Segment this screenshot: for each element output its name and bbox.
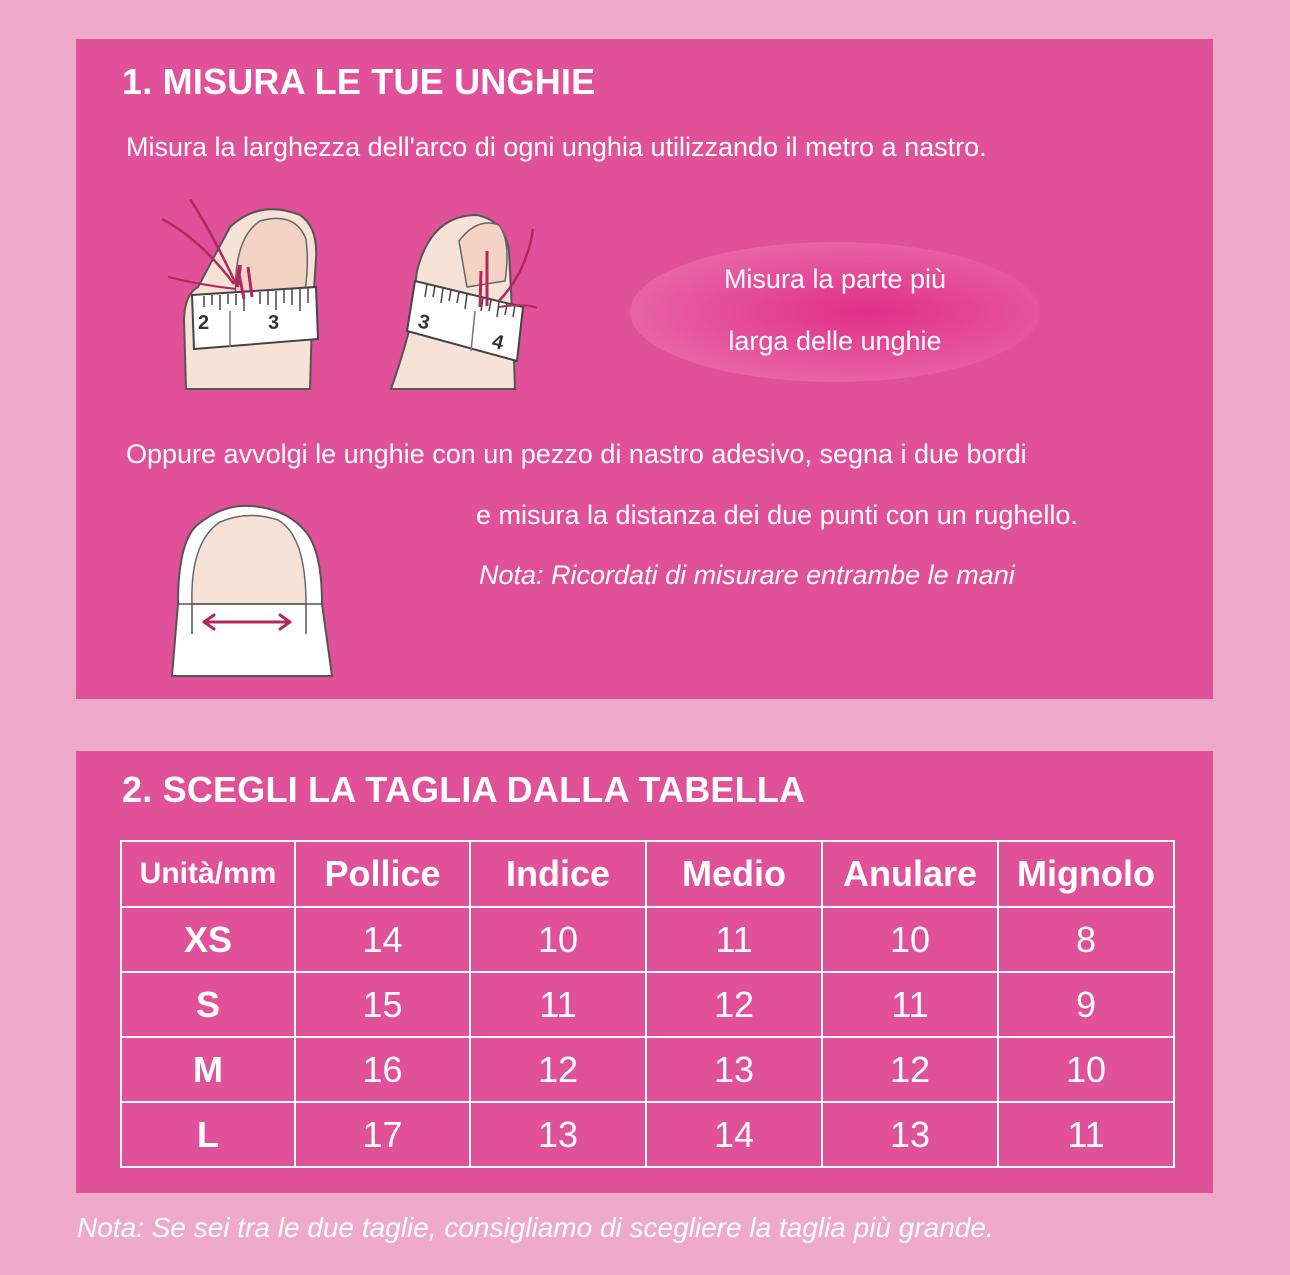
finger-tape-side-illustration	[387, 211, 537, 391]
section2-heading: 2. SCEGLI LA TAGLIA DALLA TABELLA	[122, 769, 806, 810]
table-header-thumb: Pollice	[295, 841, 470, 907]
table-cell: 17	[295, 1102, 470, 1167]
table-header-unit: Unità/mm	[121, 841, 295, 907]
table-header-index: Indice	[470, 841, 646, 907]
section1-heading: 1. MISURA LE TUE UNGHIE	[122, 61, 596, 102]
table-header-little: Mignolo	[998, 841, 1174, 907]
table-cell: 11	[646, 907, 822, 972]
tape-number-right-2: 4	[489, 330, 506, 355]
size-label-cell: M	[121, 1037, 295, 1102]
table-cell: 13	[470, 1102, 646, 1167]
tape-number-left-1: 2	[198, 312, 210, 334]
measure-panel	[76, 39, 1213, 699]
finger-width-arrow-illustration	[166, 504, 336, 679]
table-cell: 10	[998, 1037, 1174, 1102]
table-cell: 14	[295, 907, 470, 972]
table-row	[121, 907, 1174, 972]
alternative-method-line-1: Oppure avvolgi le unghie con un pezzo di nastro adesivo, segna i due bordi	[126, 439, 1027, 469]
table-header-ring: Anulare	[822, 841, 998, 907]
size-label-cell: L	[121, 1102, 295, 1167]
table-cell: 8	[998, 907, 1174, 972]
bubble-line-2: larga delle unghie	[728, 326, 942, 356]
table-cell: 12	[822, 1037, 998, 1102]
alternative-method-line-2: e misura la distanza dei due punti con un rughello.	[476, 500, 1078, 530]
table-cell: 14	[646, 1102, 822, 1167]
size-chart-panel	[76, 751, 1213, 1193]
table-row	[121, 972, 1174, 1037]
section1-intro: Misura la larghezza dell'arco di ogni unghia utilizzando il metro a nastro.	[126, 132, 987, 162]
table-row	[121, 1037, 1174, 1102]
tape-number-right-1: 3	[415, 310, 432, 335]
widest-part-bubble	[630, 242, 1040, 382]
table-header-middle: Medio	[646, 841, 822, 907]
bubble-line-1: Misura la parte più	[723, 264, 947, 294]
table-cell: 15	[295, 972, 470, 1037]
table-cell: 11	[822, 972, 998, 1037]
size-advice-footnote: Nota: Se sei tra le due taglie, consigliamo di scegliere la taglia più grande.	[77, 1212, 994, 1243]
table-cell: 11	[470, 972, 646, 1037]
size-label-cell: S	[121, 972, 295, 1037]
size-table	[120, 840, 1175, 1168]
measure-both-hands-note: Nota: Ricordati di misurare entrambe le mani	[479, 560, 1015, 590]
table-cell: 13	[646, 1037, 822, 1102]
table-row	[121, 1102, 1174, 1167]
table-cell: 11	[998, 1102, 1174, 1167]
table-header-row	[121, 841, 1174, 907]
table-cell: 16	[295, 1037, 470, 1102]
tape-number-left-2: 3	[268, 312, 280, 334]
table-cell: 12	[646, 972, 822, 1037]
table-cell: 10	[470, 907, 646, 972]
table-cell: 12	[470, 1037, 646, 1102]
table-cell: 10	[822, 907, 998, 972]
table-cell: 13	[822, 1102, 998, 1167]
finger-tape-front-illustration	[160, 199, 330, 394]
size-label-cell: XS	[121, 907, 295, 972]
table-cell: 9	[998, 972, 1174, 1037]
